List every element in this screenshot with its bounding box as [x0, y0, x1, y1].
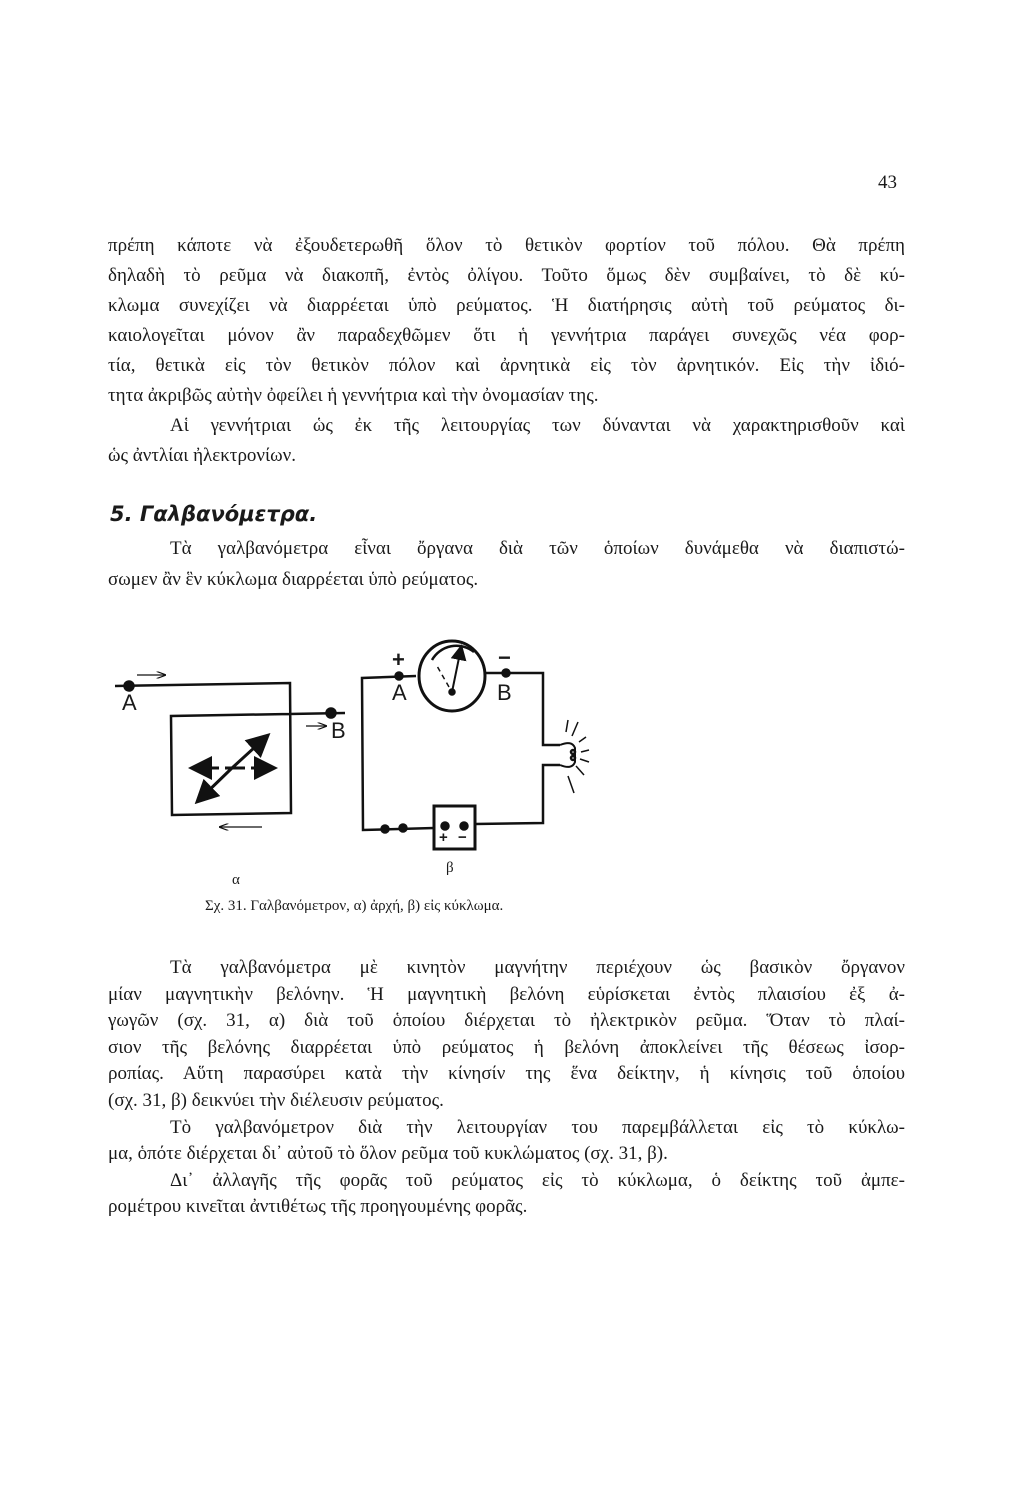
text-line: ὡς ἀντλίαι ἠλεκτρονίων. — [108, 445, 296, 466]
paragraph-3 — [108, 955, 905, 1221]
figure-caption: Σχ. 31. Γαλβανόμετρον, α) ἀρχή, β) εἰς κύκλωμα. — [205, 898, 504, 914]
terminal-a-label: A — [392, 680, 407, 705]
plus-sign: + — [392, 647, 405, 672]
text-line: τητα ἀκριβῶς αὐτὴν ὀφείλει ἡ γεννήτρια καὶ τὴν ὀνομασίαν της. — [108, 385, 599, 406]
text-line: καιολογεῖται μόνον ἂν παραδεχθῶμεν ὅτι ἡ γεννήτρια παράγει συνεχῶς νέα φορ- — [108, 325, 905, 346]
text-line: ροπίας. Αὕτη παρασύρει κατὰ τὴν κίνησίν της ἕνα δείκτην, ἡ κίνησις τοῦ ὁποίου — [108, 1063, 905, 1085]
terminal-b-label: B — [331, 718, 346, 743]
text-line: δηλαδὴ τὸ ρεῦμα νὰ διακοπῆ, ἐντὸς ὀλίγου. Τοῦτο ὅμως δὲν συμβαίνει, τὸ δὲ κύ- — [108, 265, 905, 286]
text-line: Τὸ γαλβανόμετρον διὰ τὴν λειτουργίαν του παρεμβάλλεται εἰς τὸ κύκλω- — [170, 1116, 905, 1138]
battery-plus: + — [439, 829, 448, 846]
text-line: (σχ. 31, β) δεικνύει τὴν διέλευσιν ρεύματος. — [108, 1089, 444, 1111]
text-line: μίαν μαγνητικὴν βελόνην. Ἡ μαγνητικὴ βελόνη εὑρίσκεται ἐντὸς πλαισίου ἐξ ἀ- — [108, 983, 905, 1005]
terminal-b-label: B — [497, 680, 512, 705]
minus-sign: − — [498, 645, 511, 670]
text-line: Τὰ γαλβανόμετρα μὲ κινητὸν μαγνήτην περιέχουν ὡς βασικὸν ὄργανον — [170, 957, 905, 978]
section-heading: 5. Γαλβανόμετρα. — [110, 502, 318, 526]
text-line: Αἱ γεννήτριαι ὡς ἐκ τῆς λειτουργίας των δύνανται νὰ χαρακτηρισθοῦν καὶ — [170, 415, 905, 436]
text-line: σωμεν ἂν ἓν κύκλωμα διαρρέεται ὑπὸ ρεύματος. — [108, 569, 479, 590]
subfigure-a-label: α — [232, 872, 240, 888]
text-line: τία, θετικὰ εἰς τὸν θετικὸν πόλον καὶ ἀρνητικὰ εἰς τὸν ἀρνητικόν. Εἰς τὴν ἰδιό- — [108, 355, 905, 376]
page-number: 43 — [878, 172, 897, 193]
text-line: Δι᾽ ἀλλαγῆς τῆς φορᾶς τοῦ ρεύματος εἰς τὸ κύκλωμα, ὁ δείκτης τοῦ ἀμπε- — [170, 1169, 905, 1191]
meter-dial-icon — [419, 641, 485, 711]
terminal-a-label: A — [122, 690, 137, 715]
battery-minus: − — [458, 829, 467, 846]
text-line: μα, ὁπότε διέρχεται δι᾽ αὐτοῦ τὸ ὅλον ρεῦμα τοῦ κυκλώματος (σχ. 31, β). — [108, 1143, 668, 1165]
text-line: σιον τῆς βελόνης διαρρέεται ὑπὸ ρεύματος ἡ βελόνη ἀποκλείνει τῆς θέσεως ἰσορ- — [108, 1036, 905, 1058]
diagram-a-coil — [115, 675, 345, 827]
text-line: γωγῶν (σχ. 31, α) διὰ τοῦ ὁποίου διέρχεται τὸ ἠλεκτρικὸν ρεῦμα. Ὅταν τὸ πλαί- — [108, 1010, 905, 1032]
text-line: Τὰ γαλβανόμετρα εἶναι ὄργανα διὰ τῶν ὁποίων δυνάμεθα νὰ διαπιστώ- — [170, 538, 905, 559]
subfigure-b-label: β — [446, 860, 454, 876]
lamp-rays-icon — [566, 720, 589, 793]
text-line: κλωμα συνεχίζει νὰ διαρρέεται ὑπὸ ρεύματος. Ἡ διατήρησις αὐτὴ τοῦ ρεύματος δι- — [108, 295, 905, 316]
text-line: πρέπη κάποτε νὰ ἐξουδετερωθῆ ὅλον τὸ θετικὸν φορτίον τοῦ πόλου. Θὰ πρέπη — [108, 235, 905, 256]
text-line: ρομέτρου κινεῖται ἀντιθέτως τῆς προηγουμένης φορᾶς. — [108, 1196, 528, 1218]
